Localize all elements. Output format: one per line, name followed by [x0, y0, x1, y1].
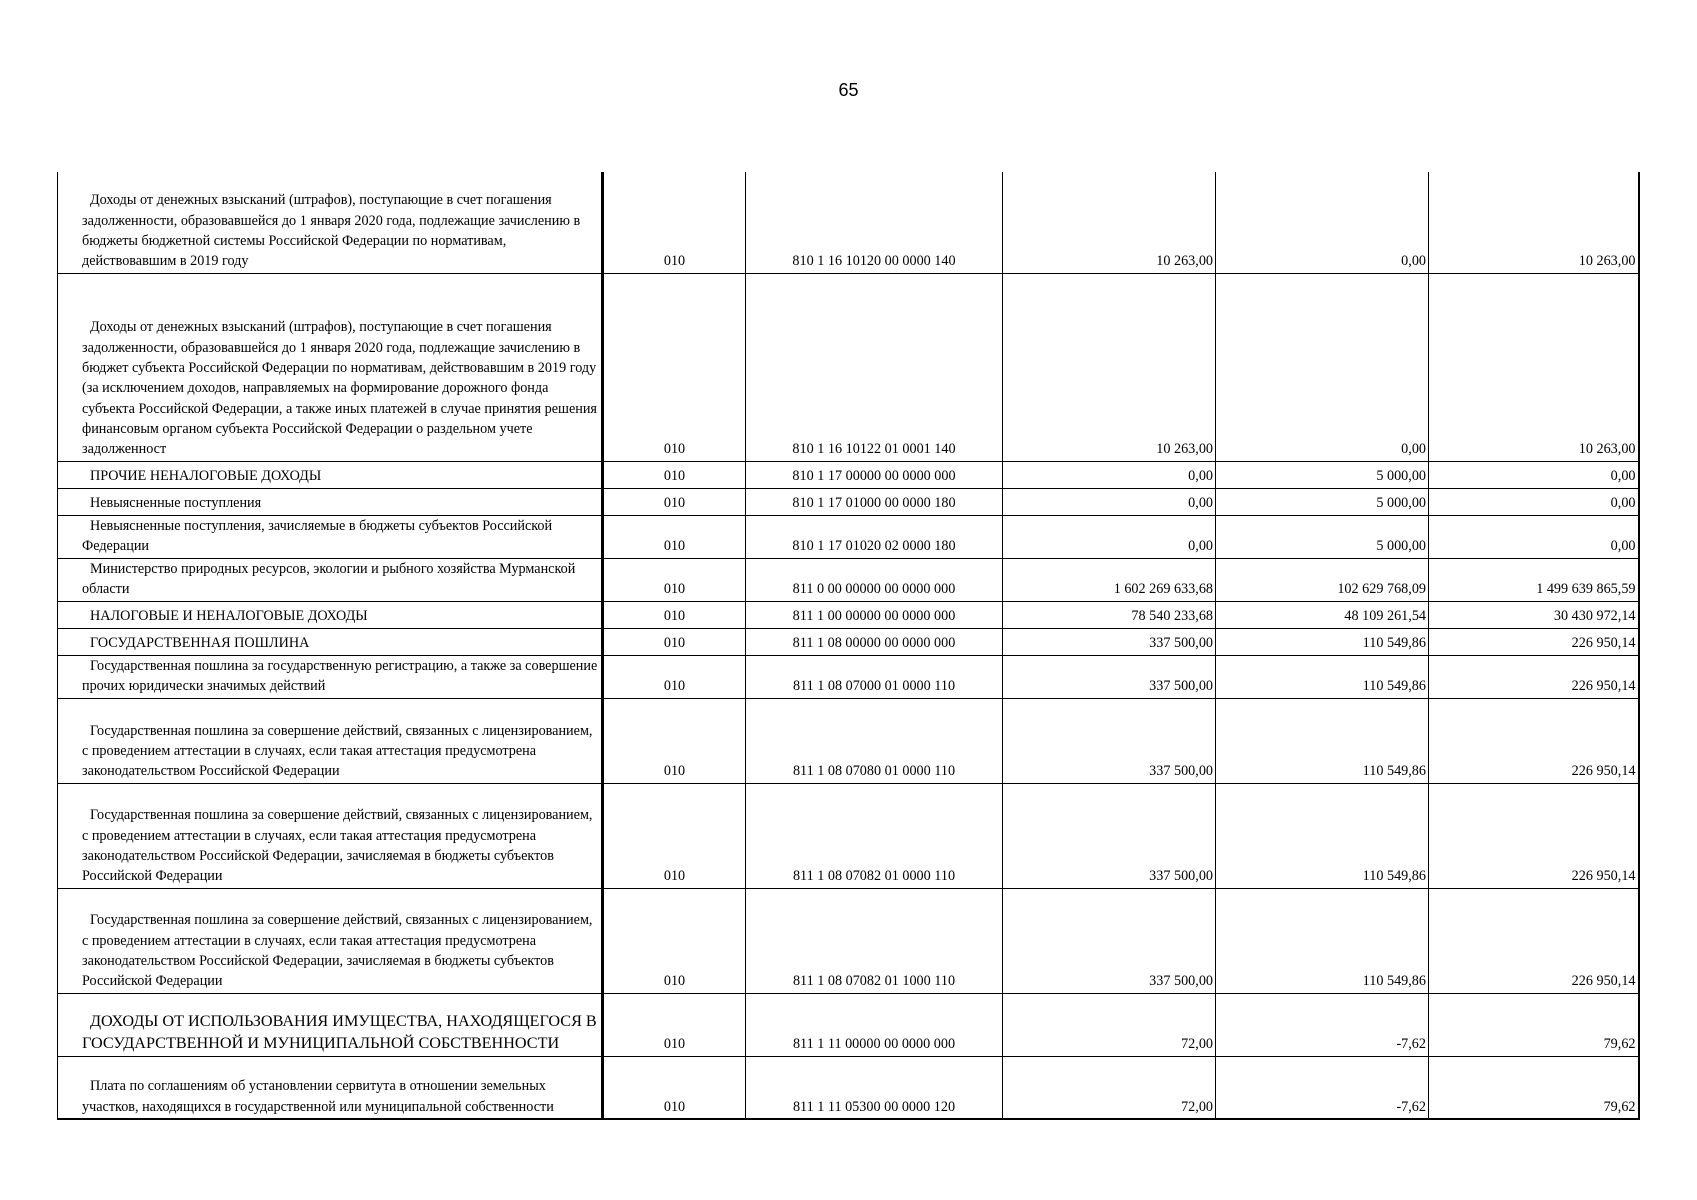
row-plan: 0,00	[1003, 488, 1216, 515]
row-fact: -7,62	[1216, 1056, 1429, 1119]
row-plan: 10 263,00	[1003, 273, 1216, 461]
row-kbk: 810 1 16 10122 01 0001 140	[746, 273, 1003, 461]
row-rest: 10 263,00	[1429, 273, 1639, 461]
row-kbk: 811 1 08 00000 00 0000 000	[746, 628, 1003, 655]
row-plan: 337 500,00	[1003, 628, 1216, 655]
table-row	[58, 488, 1639, 515]
row-plan: 337 500,00	[1003, 655, 1216, 698]
row-plan: 78 540 233,68	[1003, 601, 1216, 628]
row-fact: 110 549,86	[1216, 655, 1429, 698]
row-code: 010	[603, 515, 746, 558]
row-fact: 110 549,86	[1216, 698, 1429, 783]
row-fact: 110 549,86	[1216, 628, 1429, 655]
row-kbk: 811 1 08 07080 01 0000 110	[746, 698, 1003, 783]
table-row	[58, 1056, 1639, 1119]
row-rest: 1 499 639 865,59	[1429, 558, 1639, 601]
row-fact: -7,62	[1216, 993, 1429, 1056]
row-code: 010	[603, 601, 746, 628]
revenue-table	[57, 172, 1640, 1120]
row-code: 010	[603, 558, 746, 601]
row-code: 010	[603, 698, 746, 783]
row-fact: 5 000,00	[1216, 461, 1429, 488]
table-row	[58, 515, 1639, 558]
row-kbk: 810 1 17 01020 02 0000 180	[746, 515, 1003, 558]
row-code: 010	[603, 888, 746, 993]
row-rest: 30 430 972,14	[1429, 601, 1639, 628]
page-number: 65	[838, 80, 859, 100]
row-code: 010	[603, 273, 746, 461]
table-row	[58, 461, 1639, 488]
row-name: ДОХОДЫ ОТ ИСПОЛЬЗОВАНИЯ ИМУЩЕСТВА, НАХОДЯЩЕГОСЯ В ГОСУДАРСТВЕННОЙ И МУНИЦИПАЛЬНОЙ СОБСТВЕННОСТИ	[58, 993, 603, 1056]
row-plan: 72,00	[1003, 993, 1216, 1056]
table-row	[58, 655, 1639, 698]
row-name: Плата по соглашениям об установлении сервитута в отношении земельных участков, находящихся в государственной или муниципальной собственности	[58, 1056, 603, 1119]
row-name: ПРОЧИЕ НЕНАЛОГОВЫЕ ДОХОДЫ	[58, 461, 603, 488]
row-kbk: 810 1 17 00000 00 0000 000	[746, 461, 1003, 488]
row-code: 010	[603, 993, 746, 1056]
row-kbk: 811 1 08 07082 01 0000 110	[746, 783, 1003, 888]
row-name: НАЛОГОВЫЕ И НЕНАЛОГОВЫЕ ДОХОДЫ	[58, 601, 603, 628]
row-fact: 48 109 261,54	[1216, 601, 1429, 628]
row-plan: 337 500,00	[1003, 698, 1216, 783]
row-kbk: 811 1 11 05300 00 0000 120	[746, 1056, 1003, 1119]
row-name: Государственная пошлина за государственную регистрацию, а также за совершение прочих юридически значимых действий	[58, 655, 603, 698]
row-rest: 79,62	[1429, 993, 1639, 1056]
row-kbk: 810 1 16 10120 00 0000 140	[746, 172, 1003, 273]
row-rest: 0,00	[1429, 488, 1639, 515]
row-code: 010	[603, 488, 746, 515]
row-name: ГОСУДАРСТВЕННАЯ ПОШЛИНА	[58, 628, 603, 655]
row-rest: 0,00	[1429, 515, 1639, 558]
row-code: 010	[603, 783, 746, 888]
table-row	[58, 698, 1639, 783]
row-name: Государственная пошлина за совершение действий, связанных с лицензированием, с проведением аттестации в случаях, если такая аттестация предусмотрена законодательством Российской Федерации, зачисляемая в бюджеты субъектов Российской Федерации	[58, 783, 603, 888]
row-rest: 226 950,14	[1429, 698, 1639, 783]
row-kbk: 811 1 08 07000 01 0000 110	[746, 655, 1003, 698]
row-fact: 5 000,00	[1216, 488, 1429, 515]
row-kbk: 811 1 11 00000 00 0000 000	[746, 993, 1003, 1056]
row-code: 010	[603, 461, 746, 488]
row-name: Доходы от денежных взысканий (штрафов), поступающие в счет погашения задолженности, образовавшейся до 1 января 2020 года, подлежащие зачислению в бюджеты бюджетной системы Российской Федерации по нормативам, действовавшим в 2019 году	[58, 172, 603, 273]
row-name: Министерство природных ресурсов, экологии и рыбного хозяйства Мурманской области	[58, 558, 603, 601]
row-plan: 1 602 269 633,68	[1003, 558, 1216, 601]
row-kbk: 811 1 08 07082 01 1000 110	[746, 888, 1003, 993]
table-row	[58, 628, 1639, 655]
row-name: Невыясненные поступления	[58, 488, 603, 515]
row-kbk: 810 1 17 01000 00 0000 180	[746, 488, 1003, 515]
row-plan: 10 263,00	[1003, 172, 1216, 273]
table-row	[58, 558, 1639, 601]
row-fact: 110 549,86	[1216, 783, 1429, 888]
row-name: Государственная пошлина за совершение действий, связанных с лицензированием, с проведением аттестации в случаях, если такая аттестация предусмотрена законодательством Российской Федерации	[58, 698, 603, 783]
row-code: 010	[603, 655, 746, 698]
row-plan: 337 500,00	[1003, 783, 1216, 888]
row-rest: 79,62	[1429, 1056, 1639, 1119]
table-row	[58, 993, 1639, 1056]
row-fact: 0,00	[1216, 273, 1429, 461]
table-row	[58, 273, 1639, 461]
row-rest: 226 950,14	[1429, 655, 1639, 698]
table-row	[58, 888, 1639, 993]
row-rest: 10 263,00	[1429, 172, 1639, 273]
row-fact: 102 629 768,09	[1216, 558, 1429, 601]
row-plan: 72,00	[1003, 1056, 1216, 1119]
row-kbk: 811 1 00 00000 00 0000 000	[746, 601, 1003, 628]
row-name: Государственная пошлина за совершение действий, связанных с лицензированием, с проведением аттестации в случаях, если такая аттестация предусмотрена законодательством Российской Федерации, зачисляемая в бюджеты субъектов Российской Федерации	[58, 888, 603, 993]
row-fact: 5 000,00	[1216, 515, 1429, 558]
row-plan: 337 500,00	[1003, 888, 1216, 993]
row-kbk: 811 0 00 00000 00 0000 000	[746, 558, 1003, 601]
row-plan: 0,00	[1003, 461, 1216, 488]
row-fact: 0,00	[1216, 172, 1429, 273]
row-fact: 110 549,86	[1216, 888, 1429, 993]
row-plan: 0,00	[1003, 515, 1216, 558]
table-row	[58, 172, 1639, 273]
row-code: 010	[603, 172, 746, 273]
row-code: 010	[603, 628, 746, 655]
row-rest: 226 950,14	[1429, 783, 1639, 888]
row-name: Доходы от денежных взысканий (штрафов), поступающие в счет погашения задолженности, образовавшейся до 1 января 2020 года, подлежащие зачислению в бюджет субъекта Российской Федерации по нормативам, действовавшим в 2019 году (за исключением доходов, направляемых на формирование дорожного фонда субъекта Российской Федерации, а также иных платежей в случае принятия решения финансовым органом субъекта Российской Федерации о раздельном учете задолженност	[58, 273, 603, 461]
table-row	[58, 783, 1639, 888]
row-rest: 0,00	[1429, 461, 1639, 488]
table-row	[58, 601, 1639, 628]
row-name: Невыясненные поступления, зачисляемые в бюджеты субъектов Российской Федерации	[58, 515, 603, 558]
row-code: 010	[603, 1056, 746, 1119]
row-rest: 226 950,14	[1429, 888, 1639, 993]
row-rest: 226 950,14	[1429, 628, 1639, 655]
